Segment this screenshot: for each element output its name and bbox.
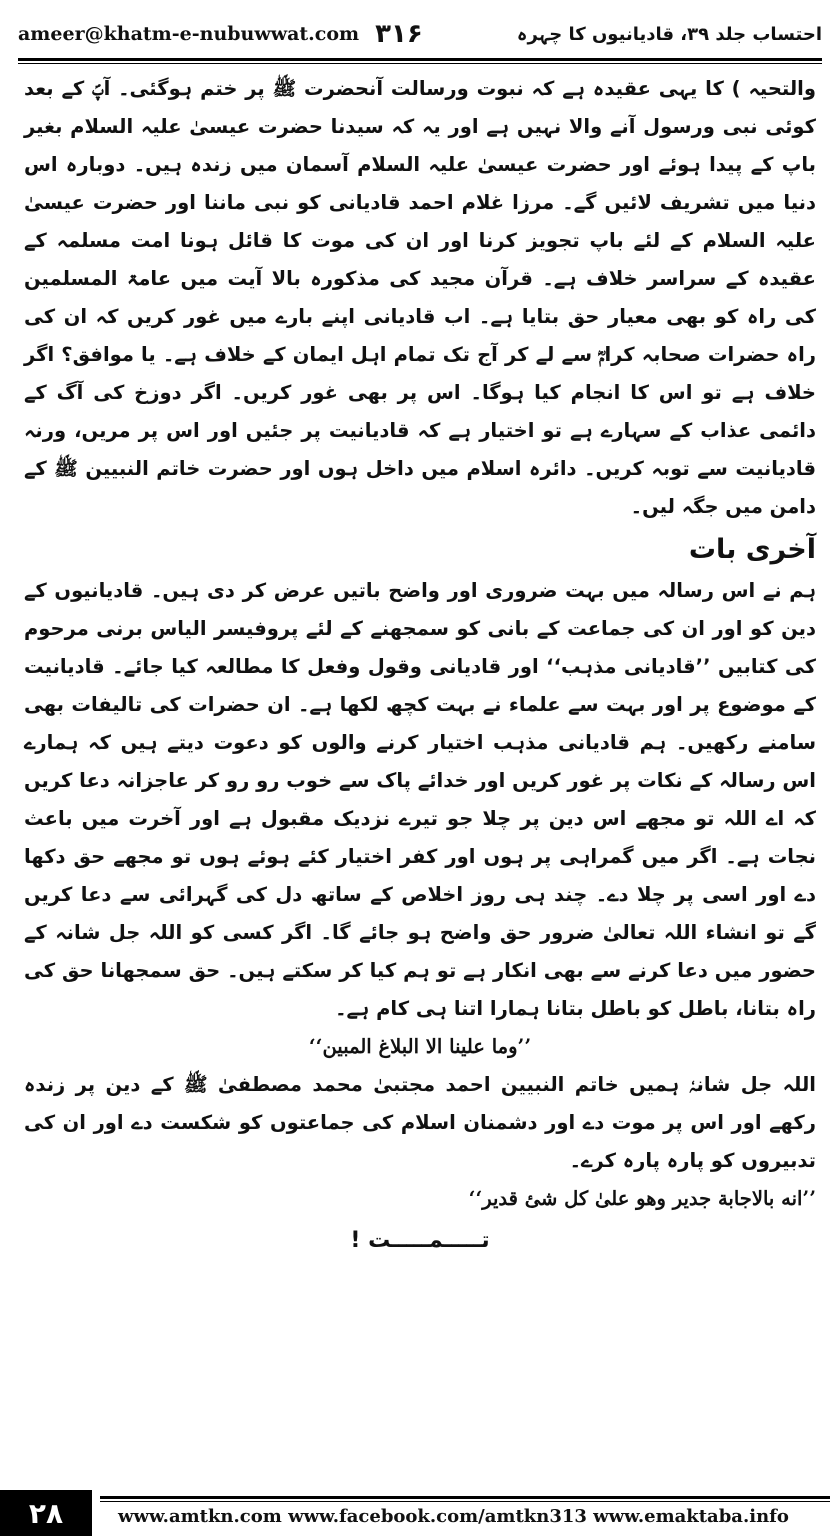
footer-rule — [100, 1496, 830, 1499]
paragraph-3: اللہ جل شانہٗ ہمیں خاتم النبیین احمد مجتبیٰ محمد مصطفیٰ ﷺ کے دین پر زندہ رکھے اور اس پر موت دے اور دشمنان اسلام کی جماعتوں کو شکست دے اور ان کی تدبیروں کو پارہ پارہ کرے۔ — [24, 1073, 816, 1172]
footer-page-number: ۲۸ — [0, 1490, 92, 1536]
page-header — [18, 14, 822, 54]
header-rule — [18, 58, 822, 61]
header-page-number: ۳۱۶ — [375, 19, 423, 49]
arabic-quote-2: ’’انه بالاجابة جدير وهو علىٰ كل شئ قدير‘‘ — [468, 1187, 816, 1210]
header-book-title: احتساب جلد ۳۹، قادیانیوں کا چہرہ — [516, 23, 822, 45]
paragraph-1: والتحیہ ) کا یہی عقیدہ ہے کہ نبوت ورسالت آنحضرت ﷺ پر ختم ہوگئی۔ آپؐ کے بعد کوئی نبی ورسول آنے والا نہیں ہے اور یہ کہ سیدنا حضرت عیسیٰ علیہ السلام بغیر باپ کے پیدا ہوئے اور حضرت عیسیٰ علیہ السلام آسمان میں زندہ ہیں۔ دوبارہ اس دنیا میں تشریف لائیں گے۔ مرزا غلام احمد قادیانی کو نبی ماننا اور حضرت عیسیٰ علیہ السلام کے لئے باپ تجویز کرنا اور ان کی موت کا قائل ہونا امت مسلمہ کے عقیدہ کے سراسر خلاف ہے۔ قرآن مجید کی مذکورہ بالا آیت میں عامۃ المسلمین کی راہ کو بھی معیار حق بتایا ہے۔ اب قادیانی اپنے بارے میں غور کریں کہ ان کی راہ حضرات صحابہ کرامؓ سے لے کر آج تک تمام اہل ایمان کے خلاف ہے۔ یا موافق؟ اگر خلاف ہے تو اس کا انجام کیا ہوگا۔ اس پر بھی غور کریں۔ اگر دوزخ کی آگ کے دائمی عذاب کے سہارے ہے تو اختیار ہے کہ قادیانیت پر جئیں اور اس پر مریں، ورنہ قادیانیت سے توبہ کریں۔ دائرہ اسلام میں داخل ہوں اور حضرت خاتم النبیین ﷺ کے دامن میں جگہ لیں۔ — [24, 77, 816, 518]
page-content — [24, 70, 816, 1260]
arabic-quote-1: ’’وما علینا الا البلاغ المبین‘‘ — [308, 1035, 532, 1058]
end-mark: تـــــمـــــت ! — [350, 1228, 490, 1253]
paragraph-2: ہم نے اس رسالہ میں بہت ضروری اور واضح باتیں عرض کر دی ہیں۔ قادیانیوں کے دین کو اور ان کی جماعت کے بانی کو سمجھنے کے لئے پروفیسر الیاس برنی مرحوم کی کتابیں ’’قادیانی مذہب‘‘ اور قادیانی وقول وفعل کا مطالعہ کیا جائے۔ قادیانیت کے موضوع پر اور بہت سے علماء نے بہت کچھ لکھا ہے۔ ان حضرات کی تالیفات بھی سامنے رکھیں۔ ہم قادیانی مذہب اختیار کرنے والوں کو دعوت دیتے ہیں کہ ہمارے اس رسالہ کے نکات پر غور کریں اور خدائے پاک سے خوب رو رو کر عاجزانہ دعا کریں کہ اے اللہ تو مجھے اس دین پر چلا جو تیرے نزدیک مقبول ہے اور آخرت میں باعث نجات ہے۔ اگر میں گمراہی پر ہوں اور کفر اختیار کئے ہوئے ہوں تو مجھے حق دکھا دے اور اسی پر چلا دے۔ چند ہی روز اخلاص کے ساتھ دل کی گہرائی سے دعا کریں گے تو انشاء اللہ تعالیٰ ضرور حق واضح ہو جائے گا۔ اگر کسی کو اللہ جل شانہ کے حضور میں دعا کرنے سے بھی انکار ہے تو ہم کیا کر سکتے ہیں۔ حق سمجھانا حق کی راہ بتانا، باطل کو باطل بتانا ہمارا اتنا ہی کام ہے۔ — [24, 579, 816, 1020]
footer-rule-thin — [100, 1501, 830, 1502]
header-left — [18, 19, 423, 49]
section-heading: آخری بات — [688, 534, 816, 565]
page-footer — [0, 1488, 840, 1540]
header-email: ameer@khatm-e-nubuwwat.com — [18, 23, 360, 45]
footer-urls: www.amtkn.com www.facebook.com/amtkn313 www.emaktaba.info — [118, 1506, 789, 1527]
header-rule-thin — [18, 63, 822, 64]
